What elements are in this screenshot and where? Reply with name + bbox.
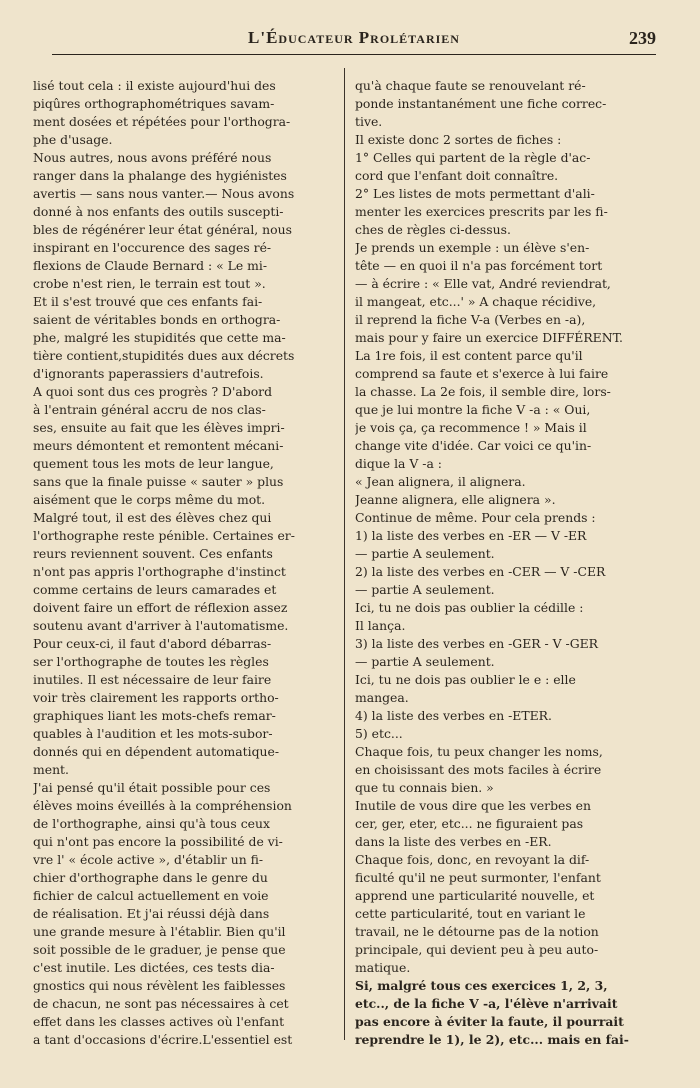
text-line: inspirant en l'occurence des sages ré- [33,240,272,255]
text-line: reprendre le 1), le 2), etc... mais en fai- [355,1032,629,1047]
text-line: — partie A seulement. [355,582,495,597]
text-line: je vois ça, ça recommence ! » Mais il [355,420,587,435]
text-line: Chaque fois, donc, en revoyant la dif- [355,852,590,867]
text-line: principale, qui devient peu à peu auto- [355,942,599,957]
text-line: qu'à chaque faute se renouvelant ré- [355,78,586,93]
text-line: meurs démontent et remontent mécani- [33,438,284,453]
text-line: comprend sa faute et s'exerce à lui faire [355,366,609,381]
text-line: ment. [33,762,69,777]
text-line: A quoi sont dus ces progrès ? D'abord [33,384,273,399]
text-line: ranger dans la phalange des hygiénistes [33,168,287,183]
text-line: quement tous les mots de leur langue, [33,456,274,471]
text-line: « Jean alignera, il alignera. [355,474,526,489]
text-line: Il existe donc 2 sortes de fiches : [355,132,562,147]
text-line: 3) la liste des verbes en -GER - V -GER [355,636,598,651]
text-line: en choisissant des mots faciles à écrire [355,762,602,777]
text-line: Pour ceux-ci, il faut d'abord débarras- [33,636,272,651]
text-line: travail, ne le détourne pas de la notion [355,924,599,939]
text-line: J'ai pensé qu'il était possible pour ces [33,780,271,795]
text-line: 2° Les listes de mots permettant d'ali- [355,186,595,201]
text-line: flexions de Claude Bernard : « Le mi- [33,258,268,273]
text-line: il reprend la fiche V-a (Verbes en -a), [355,312,586,327]
text-line: lisé tout cela : il existe aujourd'hui des [33,78,276,93]
text-line: soit possible de le graduer, je pense que [33,942,286,957]
text-line: change vite d'idée. Car voici ce qu'in- [355,438,592,453]
text-line: Jeanne alignera, elle alignera ». [355,492,556,507]
text-line: mais pour y faire un exercice DIFFÉRENT. [355,330,623,345]
text-line: Nous autres, nous avons préféré nous [33,150,272,165]
text-line: inutiles. Il est nécessaire de leur faire [33,672,272,687]
text-line: tière contient,stupidités dues aux décrets [33,348,295,363]
text-line: soutenu avant d'arriver à l'automatisme. [33,618,289,633]
column-divider [344,68,345,1040]
text-line: ses, ensuite au fait que les élèves impri- [33,420,285,435]
text-line: Continue de même. Pour cela prends : [355,510,596,525]
text-line: reurs reviennent souvent. Ces enfants [33,546,273,561]
text-line: menter les exercices prescrits par les fi- [355,204,608,219]
text-line: l'orthographe reste pénible. Certaines er- [33,528,295,543]
text-line: ment dosées et répétées pour l'orthogra- [33,114,291,129]
text-line: donné à nos enfants des outils suscepti- [33,204,284,219]
text-line: aisément que le corps même du mot. [33,492,266,507]
text-line: tive. [355,114,383,129]
text-line: effet dans les classes actives où l'enfant [33,1014,285,1029]
page-number: 239 [629,28,656,48]
text-line: mangea. [355,690,409,705]
text-line: Et il s'est trouvé que ces enfants fai- [33,294,263,309]
text-line: ficulté qu'il ne peut surmonter, l'enfant [355,870,601,885]
text-line: cord que l'enfant doit connaître. [355,168,559,183]
text-line: ponde instantanément une fiche correc- [355,96,607,111]
text-line: d'ignorants paperassiers d'autrefois. [33,366,264,381]
text-line: Si, malgré tous ces exercices 1, 2, 3, [355,978,608,993]
text-line: élèves moins éveillés à la compréhension [33,798,292,813]
text-line: vre l' « école active », d'établir un fi- [33,852,264,867]
text-line: donnés qui en dépendent automatique- [33,744,280,759]
text-line: Ici, tu ne dois pas oublier la cédille : [355,600,584,615]
text-line: dique la V -a : [355,456,442,471]
text-line: chier d'orthographe dans le genre du [33,870,268,885]
text-line: — à écrire : « Elle vat, André reviendrat, [355,276,611,291]
text-line: Ici, tu ne dois pas oublier le e : elle [355,672,576,687]
text-line: qui n'ont pas encore la possibilité de vi- [33,834,283,849]
text-line: sans que la finale puisse « sauter » plus [33,474,284,489]
text-line: 4) la liste des verbes en -ETER. [355,708,552,723]
running-title: L'Éducateur Prolétarien [248,28,460,47]
text-line: saient de véritables bonds en orthogra- [33,312,281,327]
text-line: à l'entrain général accru de nos clas- [33,402,266,417]
text-line: Je prends un exemple : un élève s'en- [355,240,590,255]
text-line: phe d'usage. [33,132,113,147]
text-line: bles de régénérer leur état général, nous [33,222,292,237]
left-text-column [33,77,331,1049]
text-line: que tu connais bien. » [355,780,494,795]
text-line: a tant d'occasions d'écrire.L'essentiel est [33,1032,293,1047]
text-line: gnostics qui nous révèlent les faiblesses [33,978,286,993]
text-line: il mangeat, etc...' » A chaque récidive, [355,294,597,309]
text-line: La 1re fois, il est content parce qu'il [355,348,583,363]
text-line: tête — en quoi il n'a pas forcément tort [355,258,603,273]
text-line: 2) la liste des verbes en -CER — V -CER [355,564,606,579]
text-line: Chaque fois, tu peux changer les noms, [355,744,603,759]
text-line: de chacun, ne sont pas nécessaires à cet [33,996,289,1011]
text-line: 5) etc... [355,726,403,741]
text-line: crobe n'est rien, le terrain est tout ». [33,276,266,291]
text-line: voir très clairement les rapports ortho- [33,690,279,705]
text-line: dans la liste des verbes en -ER. [355,834,552,849]
text-line: phe, malgré les stupidités que cette ma- [33,330,286,345]
text-line: une grande mesure à l'établir. Bien qu'il [33,924,286,939]
text-line: Malgré tout, il est des élèves chez qui [33,510,272,525]
text-line: quables à l'audition et les mots-subor- [33,726,273,741]
text-line: cer, ger, eter, etc... ne figuraient pas [355,816,584,831]
text-line: piqûres orthographométriques savam- [33,96,275,111]
text-line: de l'orthographe, ainsi qu'à tous ceux [33,816,270,831]
text-line: — partie A seulement. [355,654,495,669]
text-line: que je lui montre la fiche V -a : « Oui, [355,402,591,417]
text-line: pas encore à éviter la faute, il pourrait [355,1014,624,1029]
text-line: 1° Celles qui partent de la règle d'ac- [355,150,591,165]
right-text-column [355,77,653,1049]
text-line: 1) la liste des verbes en -ER — V -ER [355,528,587,543]
text-line: fichier de calcul actuellement en voie [33,888,269,903]
text-line: apprend une particularité nouvelle, et [355,888,595,903]
text-line: cette particularité, tout en variant le [355,906,586,921]
text-line: n'ont pas appris l'orthographe d'instinct [33,564,286,579]
text-line: la chasse. La 2e fois, il semble dire, lors- [355,384,611,399]
text-line: matique. [355,960,411,975]
text-line: Inutile de vous dire que les verbes en [355,798,591,813]
text-line: c'est inutile. Les dictées, ces tests dia- [33,960,275,975]
text-line: avertis — sans nous vanter.— Nous avons [33,186,295,201]
text-line: doivent faire un effort de réflexion assez [33,600,288,615]
text-line: comme certains de leurs camarades et [33,582,277,597]
text-line: — partie A seulement. [355,546,495,561]
text-line: de réalisation. Et j'ai réussi déjà dans [33,906,270,921]
text-line: ches de règles ci-dessus. [355,222,511,237]
text-line: ser l'orthographe de toutes les règles [33,654,269,669]
text-line: Il lança. [355,618,406,633]
text-line: graphiques liant les mots-chefs remar- [33,708,276,723]
text-line: etc.., de la fiche V -a, l'élève n'arrivait [355,996,618,1011]
page-header [52,28,656,55]
